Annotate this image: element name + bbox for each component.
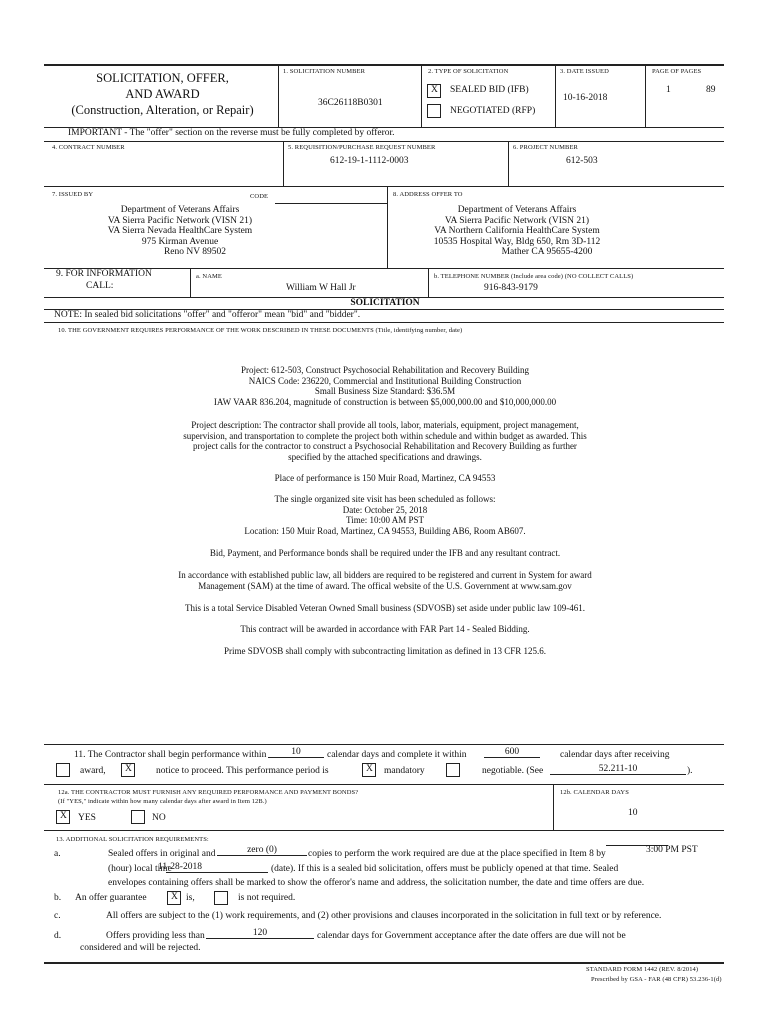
info-label-line2: CALL: <box>86 281 114 291</box>
item13a-text2: copies to perform the work required are due at the place specified in Item 8 by <box>308 849 606 859</box>
requisition-label: 5. REQUISITION/PURCHASE REQUEST NUMBER <box>288 144 436 151</box>
solicitation-heading: SOLICITATION <box>350 298 420 308</box>
prescribed-by: Prescribed by GSA - FAR (48 CFR) 53.236-1(d) <box>591 976 722 983</box>
mandatory-checkbox[interactable]: X <box>362 763 376 777</box>
item11-text2: calendar days and complete it within <box>327 750 467 760</box>
date-issued: 10-16-2018 <box>563 93 608 103</box>
address-offer-address: Department of Veterans Affairs VA Sierra Pacific Network (VISN 21) VA Northern California HealthCare System 10535 Hospital Way, Bldg 650, Rm 3D-112 Mather CA 95655-4200 <box>433 205 601 257</box>
sdvosb-setaside: This is a total Service Disabled Veteran Owned Small business (SDVOSB) set aside under public law 109-461. <box>184 603 586 613</box>
item13-label: 13. ADDITIONAL SOLICITATION REQUIREMENTS: <box>56 836 209 843</box>
item11-text3: calendar days after receiving <box>560 750 670 760</box>
mandatory-label: mandatory <box>384 766 425 776</box>
form-title-line1: SOLICITATION, OFFER, <box>96 71 229 85</box>
solicitation-number-label: 1. SOLICITATION NUMBER <box>283 68 366 75</box>
name-label: a. NAME <box>196 273 222 280</box>
item12a-sub: (If "YES," indicate within how many calendar days after award in Item 12B.) <box>58 798 267 805</box>
award-checkbox[interactable] <box>56 763 70 777</box>
item13a-letter: a. <box>54 849 61 859</box>
item11-close: ). <box>687 766 693 776</box>
bonds-yes-checkbox[interactable]: X <box>56 810 70 824</box>
project-number: 612-503 <box>566 156 598 166</box>
item13d-text2: calendar days for Government acceptance after the date offers are due will not be <box>317 931 626 941</box>
project-info: Project: 612-503, Construct Psychosocial Rehabilitation and Recovery Building NAICS Code: 236220, Commercial and Institutional Building Construction Small Business Size Standard: $36.5M IAW VAAR 836.204, magnitude of construction is between $5,000,000.00 and $10,000,000.00 <box>213 365 557 407</box>
requisition-number: 612-19-1-1112-0003 <box>330 156 409 166</box>
project-description: Project description: The contractor shall provide all tools, labor, materials, equipment, project management, supervision, and transportation to complete the project both within schedule and within budget as awarded. This project calls for the contractor to construct a Psychosocial Rehabilitation and Recovery Building as further specified by the attached specifications and drawings. <box>183 420 587 462</box>
sealed-bid-label: SEALED BID (IFB) <box>450 85 529 95</box>
phone-label: b. TELEPHONE NUMBER (Include area code) (NO COLLECT CALLS) <box>434 273 634 280</box>
item13a-text3: (hour) local time <box>108 864 172 874</box>
due-date: 11-28-2018 <box>158 862 202 872</box>
item13d-text1: Offers providing less than <box>106 931 205 941</box>
clause-reference: 52.211-10 <box>550 764 686 775</box>
site-visit: The single organized site visit has been scheduled as follows: Date: October 25, 2018 Time: 10:00 AM PST Location: 150 Muir Road, Martinez, CA 94553, Building AB6, Room AB607. <box>244 494 526 536</box>
item13b-letter: b. <box>54 893 62 903</box>
issued-by-address: Department of Veterans Affairs VA Sierra Pacific Network (VISN 21) VA Sierra Nevada HealthCare System 975 Kirman Avenue Reno NV 89502 <box>107 205 253 257</box>
bonds-requirement: Bid, Payment, and Performance bonds shall be required under the IFB and any resultant contract. <box>209 548 561 558</box>
negotiated-label: NEGOTIATED (RFP) <box>450 106 536 116</box>
acceptance-days: 120 <box>206 928 314 939</box>
due-time: 3:00 PM PST <box>646 845 698 855</box>
item13d-letter: d. <box>54 931 62 941</box>
notice-label: notice to proceed. This performance period is <box>156 766 329 776</box>
info-label-line1: 9. FOR INFORMATION <box>56 269 152 279</box>
place-of-performance: Place of performance is 150 Muir Road, Martinez, CA 94553 <box>274 473 496 483</box>
subcontracting-limitation: Prime SDVOSB shall comply with subcontracting limitation as defined in 13 CFR 125.6. <box>224 646 546 656</box>
guarantee-not-checkbox[interactable] <box>214 891 228 905</box>
item13c-text: All offers are subject to the (1) work requirements, and (2) other provisions and clauses incorporated in the solicitation in full text or by reference. <box>106 911 662 921</box>
item13d-text3: considered and will be rejected. <box>80 943 201 953</box>
guarantee-not-label: is not required. <box>238 893 296 903</box>
item10-label: 10. THE GOVERNMENT REQUIRES PERFORMANCE OF THE WORK DESCRIBED IN THESE DOCUMENTS (Title, identifying number, date) <box>58 327 463 334</box>
far-award: This contract will be awarded in accordance with FAR Part 14 - Sealed Bidding. <box>240 624 530 634</box>
guarantee-is-label: is, <box>186 893 195 903</box>
item11-text1: 11. The Contractor shall begin performance within <box>74 750 267 760</box>
solicitation-number: 36C26118B0301 <box>318 98 383 108</box>
offer-guarantee-label: An offer guarantee <box>75 893 147 903</box>
notice-checkbox[interactable]: X <box>121 763 135 777</box>
form-title-line3: (Construction, Alteration, or Repair) <box>71 103 254 117</box>
contact-name: William W Hall Jr <box>286 283 356 293</box>
calendar-days: 10 <box>628 808 638 818</box>
start-days: 10 <box>268 747 324 758</box>
contract-number-label: 4. CONTRACT NUMBER <box>52 144 125 151</box>
item12a-label: 12a. THE CONTRACTOR MUST FURNISH ANY REQUIRED PERFORMANCE AND PAYMENT BONDS? <box>58 789 359 796</box>
bonds-no-checkbox[interactable] <box>131 810 145 824</box>
form-number: STANDARD FORM 1442 (REV. 8/2014) <box>586 966 699 973</box>
contact-phone: 916-843-9179 <box>484 283 538 293</box>
important-notice: IMPORTANT - The "offer" section on the reverse must be fully completed by offeror. <box>68 128 395 138</box>
item13a-text1: Sealed offers in original and <box>108 849 216 859</box>
negotiable-label: negotiable. (See <box>482 766 544 776</box>
bid-note: NOTE: In sealed bid solicitations "offer" and "offeror" mean "bid" and "bidder". <box>54 310 361 320</box>
item13a-text5: envelopes containing offers shall be marked to show the offeror's name and address, the solicitation number, the date and time offers are due. <box>108 878 645 888</box>
project-number-label: 6. PROJECT NUMBER <box>513 144 578 151</box>
sealed-bid-mark: X <box>431 85 438 95</box>
copies-count: zero (0) <box>217 845 307 856</box>
completion-days: 600 <box>484 747 540 758</box>
code-label: CODE <box>250 193 269 200</box>
page-number: 1 <box>666 85 671 95</box>
award-label: award, <box>80 766 106 776</box>
negotiable-checkbox[interactable] <box>446 763 460 777</box>
bonds-yes-label: YES <box>78 813 96 823</box>
sealed-bid-checkbox[interactable] <box>427 84 441 98</box>
address-offer-label: 8. ADDRESS OFFER TO <box>393 191 463 198</box>
total-pages: 89 <box>706 85 716 95</box>
guarantee-is-checkbox[interactable]: X <box>167 891 181 905</box>
item12b-label: 12b. CALENDAR DAYS <box>560 789 629 796</box>
negotiated-checkbox[interactable] <box>427 104 441 118</box>
issued-by-label: 7. ISSUED BY <box>52 191 94 198</box>
type-of-solicitation-label: 2. TYPE OF SOLICITATION <box>428 68 509 75</box>
page-of-pages-label: PAGE OF PAGES <box>652 68 702 75</box>
sam-registration: In accordance with established public law, all bidders are required to be registered and current in System for award Management (SAM) at the time of award. The offical website of the U.S. Government at www.sam.gov <box>178 570 592 591</box>
date-issued-label: 3. DATE ISSUED <box>560 68 609 75</box>
form-title-line2: AND AWARD <box>125 87 200 101</box>
bonds-no-label: NO <box>152 813 166 823</box>
item13a-text4: (date). If this is a sealed bid solicitation, offers must be publicly opened at that time. Sealed <box>271 864 619 874</box>
item13c-letter: c. <box>54 911 61 921</box>
